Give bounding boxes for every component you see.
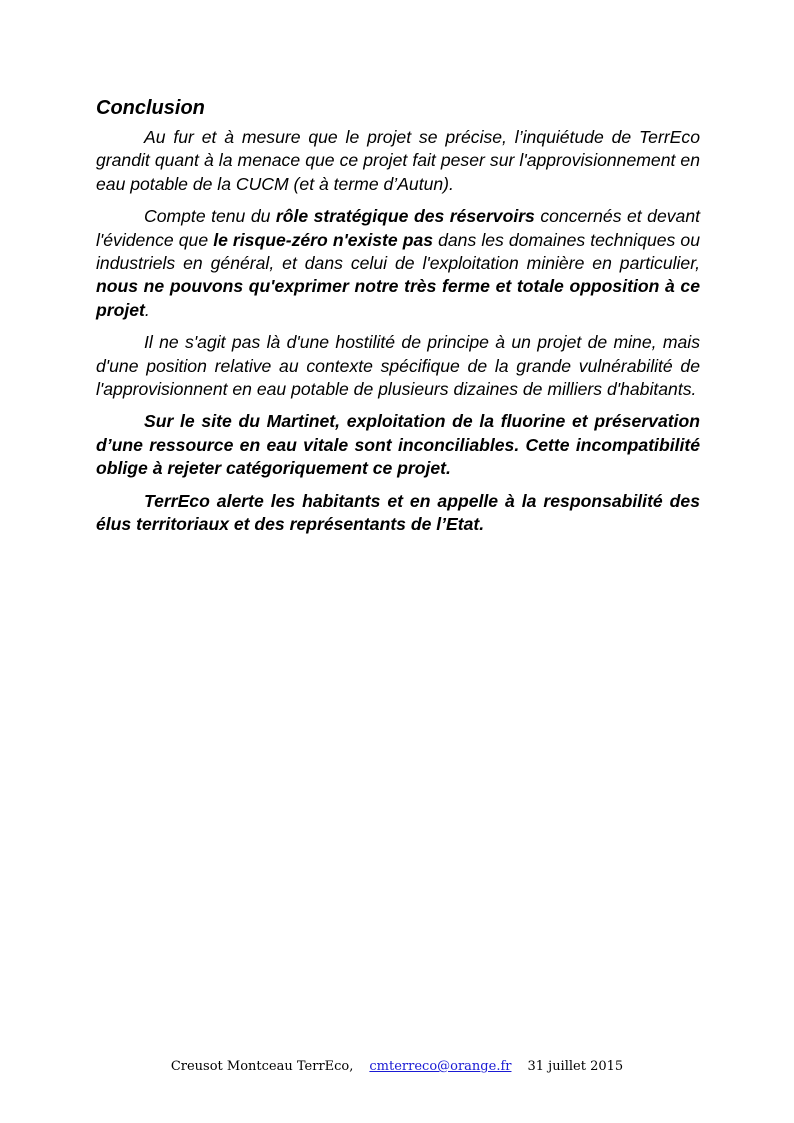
document-body <box>96 95 700 546</box>
paragraph-3: Il ne s'agit pas là d'une hostilité de principe à un projet de mine, mais d'une position relative au contexte spécifique de la grande vulnérabilité de l'approvisionnent en eau potable de plusieurs dizaines de milliers d'habitants. <box>96 332 700 400</box>
paragraph-2-text-4: . <box>144 299 150 320</box>
paragraph-2-bold-3: nous ne pouvons qu'exprimer notre très ferme et totale opposition à ce projet <box>96 276 700 320</box>
footer-date: 31 juillet 2015 <box>527 1059 624 1074</box>
footer-organization: Creusot Montceau TerrEco, <box>170 1059 354 1074</box>
section-heading: Conclusion <box>96 97 205 119</box>
paragraph-2-text-2: concernés et devant l'évidence que <box>96 206 700 250</box>
paragraph-4: Sur le site du Martinet, exploitation de la fluorine et préservation d’une ressource en eau vitale sont inconciliables. Cette incompatibilité oblige à rejeter catégoriquement ce projet. <box>96 411 700 479</box>
paragraph-2-bold-2: le risque-zéro n'existe pas <box>213 229 434 250</box>
paragraph-2-text-3: dans les domaines techniques ou industriels en général, et dans celui de l'exploitation minière en particulier, <box>96 229 700 274</box>
paragraph-2-text-1: Compte tenu du <box>144 206 276 227</box>
paragraph-2 <box>96 205 700 322</box>
footer-email-link[interactable]: cmterreco@orange.fr <box>369 1059 512 1074</box>
paragraph-5: TerrEco alerte les habitants et en appelle à la responsabilité des élus territoriaux et des représentants de l’Etat. <box>96 490 700 535</box>
paragraph-1: Au fur et à mesure que le projet se précise, l’inquiétude de TerrEco grandit quant à la menace que ce projet fait peser sur l'approvisionnement en eau potable de la CUCM (et à terme d’Autun). <box>96 127 700 194</box>
page-footer <box>0 1059 794 1074</box>
paragraph-2-bold-1: rôle stratégique des réservoirs <box>275 206 535 227</box>
